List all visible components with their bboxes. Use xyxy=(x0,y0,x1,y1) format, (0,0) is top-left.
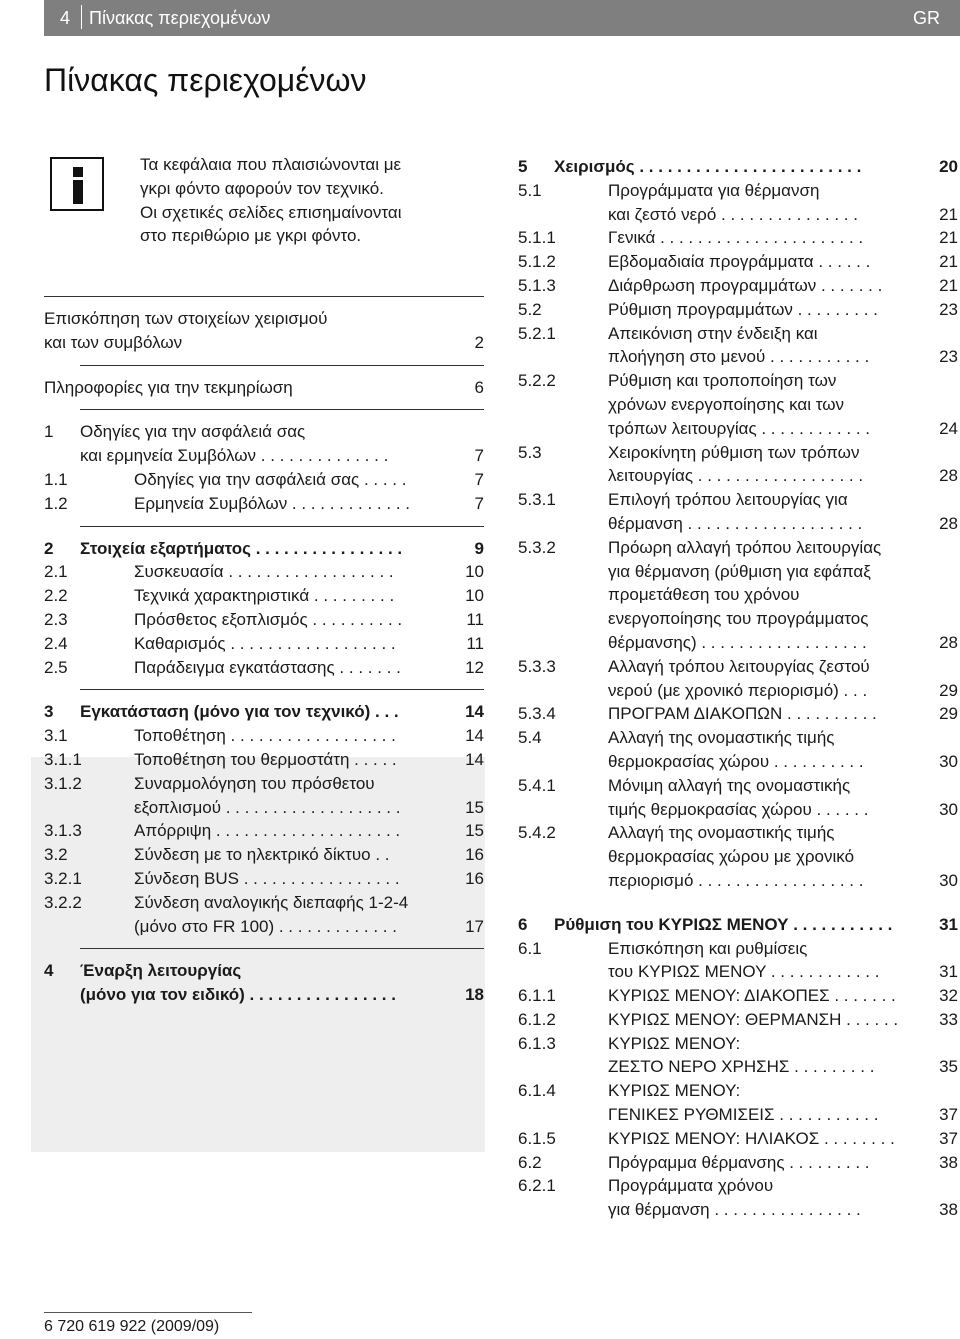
toc-entry-title: Χειρισμός . . . . . . . . . . . . . . . . . . . . . . . . xyxy=(554,157,862,176)
toc-entry[interactable] xyxy=(518,774,958,798)
section-rule xyxy=(80,365,484,366)
toc-entry[interactable] xyxy=(518,274,958,298)
toc-entry-title: Στοιχεία εξαρτήματος . . . . . . . . . . . . . . . . xyxy=(80,538,403,558)
toc-entry-number: 6.2.1 xyxy=(518,1176,556,1196)
section-rule xyxy=(80,409,484,410)
toc-entry-page: 16 xyxy=(465,868,484,888)
toc-entry-title: Ρύθμιση προγραμμάτων . . . . . . . . . xyxy=(608,299,878,319)
toc-entry-number: 6.1.3 xyxy=(518,1033,556,1053)
toc-entry[interactable] xyxy=(44,584,484,608)
toc-entry[interactable] xyxy=(518,869,958,893)
toc-entry-number: 5.1 xyxy=(518,180,542,200)
toc-entry-title: του ΚΥΡΙΩΣ ΜΕΝΟΥ . . . . . . . . . . . . xyxy=(608,962,880,982)
toc-entry-title: Σύνδεση BUS . . . . . . . . . . . . . . . . . xyxy=(134,868,400,888)
toc-entry[interactable] xyxy=(518,845,958,869)
toc-entry-page: 28 xyxy=(939,513,958,533)
info-note xyxy=(140,153,401,248)
toc-entry-title: Τεχνικά χαρακτηριστικά . . . . . . . . . xyxy=(134,586,395,606)
toc-entry-number: 5.3.2 xyxy=(518,537,556,557)
toc-entry-number: 4 xyxy=(44,961,54,981)
section-rule xyxy=(80,948,484,949)
toc-entry[interactable] xyxy=(44,307,484,331)
toc-entry[interactable] xyxy=(518,1151,958,1175)
toc-entry-number: 6.2 xyxy=(518,1152,542,1172)
toc-entry-title: Σύνδεση με το ηλεκτρικό δίκτυο . . xyxy=(134,845,390,865)
toc-entry[interactable] xyxy=(518,560,958,584)
toc-entry-number: 3.2.2 xyxy=(44,892,82,912)
toc-entry[interactable] xyxy=(518,960,958,984)
toc-entry[interactable] xyxy=(518,679,958,703)
toc-entry-number: 1.2 xyxy=(44,493,68,513)
toc-entry-number: 3.1.1 xyxy=(44,749,82,769)
toc-entry-title: Γενικά . . . . . . . . . . . . . . . . . . . . . . xyxy=(608,228,864,248)
toc-entry-page: 17 xyxy=(465,916,484,936)
toc-entry[interactable] xyxy=(518,1174,958,1198)
toc-entry-page: 2 xyxy=(474,332,484,352)
toc-entry-number: 1 xyxy=(44,422,54,442)
toc-right-column xyxy=(518,155,958,1222)
toc-entry-number: 6.1.4 xyxy=(518,1081,556,1101)
toc-entry-title: Προγράμματα χρόνου xyxy=(608,1176,774,1196)
toc-entry-title: Χειροκίνητη ρύθμιση των τρόπων xyxy=(608,442,860,462)
toc-entry-number: 5.4 xyxy=(518,728,542,748)
toc-entry-number: 3.2 xyxy=(44,845,68,865)
toc-entry-title: Οδηγίες για την ασφάλειά σας xyxy=(80,422,306,442)
toc-entry-page: 10 xyxy=(465,586,484,606)
toc-entry-title: και ερμηνεία Συμβόλων . . . . . . . . . . . . . . xyxy=(80,446,389,466)
toc-entry-number: 5.1.2 xyxy=(518,252,556,272)
toc-entry-title: Τοποθέτηση . . . . . . . . . . . . . . . . . . xyxy=(134,726,396,746)
toc-entry-page: 7 xyxy=(474,446,484,466)
toc-entry-number: 5.1.1 xyxy=(518,228,556,248)
toc-entry-page: 21 xyxy=(939,228,958,248)
toc-entry-title: Πληροφορίες για την τεκμηρίωση xyxy=(44,377,293,397)
toc-entry[interactable] xyxy=(44,444,484,468)
toc-entry-page: 28 xyxy=(939,466,958,486)
toc-entry[interactable] xyxy=(518,798,958,822)
toc-entry[interactable] xyxy=(518,583,958,607)
toc-entry-title: Αλλαγή της ονομαστικής τιμής xyxy=(608,823,835,843)
toc-entry-page: 30 xyxy=(939,799,958,819)
toc-entry-title: Επισκόπηση και ρυθμίσεις xyxy=(608,938,808,958)
footer-document-number: 6 720 619 922 (2009/09) xyxy=(44,1318,220,1335)
toc-entry[interactable] xyxy=(518,179,958,203)
toc-entry-page: 14 xyxy=(465,702,484,722)
toc-entry-page: 28 xyxy=(939,632,958,652)
toc-entry[interactable] xyxy=(44,632,484,656)
toc-entry-number: 3.1.2 xyxy=(44,773,82,793)
toc-entry[interactable] xyxy=(518,488,958,512)
toc-entry-number: 5.2.2 xyxy=(518,371,556,391)
toc-entry-page: 21 xyxy=(939,252,958,272)
toc-entry-title: Απόρριψη . . . . . . . . . . . . . . . . . . . . xyxy=(134,821,401,841)
toc-entry-page: 29 xyxy=(939,680,958,700)
toc-entry-page: 35 xyxy=(939,1057,958,1077)
toc-entry-number: 2.3 xyxy=(44,609,68,629)
header-title: Πίνακας περιεχομένων xyxy=(89,8,271,28)
toc-entry-title: Έναρξη λειτουργίας xyxy=(80,961,242,981)
toc-entry[interactable] xyxy=(44,772,484,796)
toc-entry-title: ενεργοποίησης του προγράμματος xyxy=(608,609,869,629)
toc-entry-number: 2.1 xyxy=(44,562,68,582)
toc-entry-page: 31 xyxy=(939,914,958,934)
page-title: Πίνακας περιεχομένων xyxy=(44,62,367,98)
toc-entry[interactable] xyxy=(518,203,958,227)
toc-entry-title: ΚΥΡΙΩΣ ΜΕΝΟΥ: ΘΕΡΜΑΝΣΗ . . . . . . xyxy=(608,1009,899,1029)
toc-entry-number: 6.1.1 xyxy=(518,986,556,1006)
toc-entry-number: 6.1.2 xyxy=(518,1009,556,1029)
toc-entry-title: Επιλογή τρόπου λειτουργίας για xyxy=(608,490,848,510)
toc-entry-title: Πρόσθετος εξοπλισμός . . . . . . . . . . xyxy=(134,609,403,629)
section-rule xyxy=(80,689,484,690)
toc-entry-title: (μόνο για τον ειδικό) . . . . . . . . . . . . . . . . xyxy=(80,985,396,1005)
toc-entry[interactable] xyxy=(518,984,958,1008)
toc-entry-page: 38 xyxy=(939,1152,958,1172)
toc-entry-page: 15 xyxy=(465,821,484,841)
toc-entry-page: 14 xyxy=(465,749,484,769)
toc-entry-number: 5.3.4 xyxy=(518,704,556,724)
toc-entry[interactable] xyxy=(518,937,958,961)
toc-entry-page: 30 xyxy=(939,751,958,771)
toc-entry-title: για θέρμανση . . . . . . . . . . . . . . . . xyxy=(608,1200,861,1220)
header-language: GR xyxy=(913,8,940,28)
toc-entry[interactable] xyxy=(44,843,484,867)
toc-entry[interactable] xyxy=(518,655,958,679)
toc-entry[interactable] xyxy=(518,1198,958,1222)
section-gap xyxy=(518,893,958,913)
toc-entry-title: ΚΥΡΙΩΣ ΜΕΝΟΥ: xyxy=(608,1033,741,1053)
toc-entry-page: 33 xyxy=(939,1009,958,1029)
header-page-number: 4 xyxy=(60,8,71,28)
toc-entry[interactable] xyxy=(518,702,958,726)
info-icon xyxy=(50,157,104,211)
toc-entry[interactable] xyxy=(518,1127,958,1151)
toc-entry-title: Εγκατάσταση (μόνο για τον τεχνικό) . . . xyxy=(80,702,399,722)
toc-entry[interactable] xyxy=(44,331,484,355)
toc-entry-title: τιμής θερμοκρασίας χώρου . . . . . . xyxy=(608,799,869,819)
toc-entry-title: Συναρμολόγηση του πρόσθετου xyxy=(134,773,375,793)
toc-entry[interactable] xyxy=(44,983,484,1007)
toc-entry-page: 11 xyxy=(466,609,484,629)
header-separator xyxy=(81,5,82,29)
toc-entry-number: 5.3.3 xyxy=(518,656,556,676)
toc-entry-title: (μόνο στο FR 100) . . . . . . . . . . . . . xyxy=(134,916,397,936)
toc-entry[interactable] xyxy=(44,724,484,748)
toc-entry-page: 15 xyxy=(465,797,484,817)
toc-entry-title: θερμοκρασίας χώρου με χρονικό xyxy=(608,847,855,867)
toc-entry-number: 3.1.3 xyxy=(44,821,82,841)
toc-entry-title: Αλλαγή της ονομαστικής τιμής xyxy=(608,728,835,748)
toc-entry[interactable] xyxy=(518,345,958,369)
toc-entry[interactable] xyxy=(518,631,958,655)
toc-entry-page: 21 xyxy=(939,275,958,295)
toc-entry-page: 7 xyxy=(474,469,484,489)
toc-entry[interactable] xyxy=(44,700,484,724)
toc-entry-title: χρόνων ενεργοποίησης και των xyxy=(608,394,844,414)
toc-entry-page: 31 xyxy=(939,962,958,982)
toc-entry-title: Ερμηνεία Συμβόλων . . . . . . . . . . . . . xyxy=(134,493,410,513)
section-rule xyxy=(80,526,484,527)
toc-entry[interactable] xyxy=(518,750,958,774)
toc-entry[interactable] xyxy=(518,536,958,560)
toc-entry-number: 6.1.5 xyxy=(518,1128,556,1148)
toc-entry-number: 2.2 xyxy=(44,586,68,606)
toc-entry[interactable] xyxy=(518,913,958,937)
toc-entry[interactable] xyxy=(518,298,958,322)
toc-entry-number: 5.3.1 xyxy=(518,490,556,510)
toc-entry-page: 14 xyxy=(465,726,484,746)
toc-entry[interactable] xyxy=(518,464,958,488)
toc-entry-title: λειτουργίας . . . . . . . . . . . . . . . . . . xyxy=(608,466,864,486)
toc-entry-number: 2 xyxy=(44,538,54,558)
toc-entry-number: 3.1 xyxy=(44,726,68,746)
toc-entry-title: Συσκευασία . . . . . . . . . . . . . . . . . . xyxy=(134,562,394,582)
toc-entry[interactable] xyxy=(44,959,484,983)
toc-entry-page: 38 xyxy=(939,1200,958,1220)
toc-entry-page: 37 xyxy=(939,1105,958,1125)
toc-entry-number: 2.4 xyxy=(44,633,68,653)
toc-entry[interactable] xyxy=(518,250,958,274)
toc-entry-number: 1.1 xyxy=(44,469,68,489)
toc-entry-title: θέρμανσης) . . . . . . . . . . . . . . . . . . xyxy=(608,632,867,652)
toc-entry-title: ΚΥΡΙΩΣ ΜΕΝΟΥ: ΗΛΙΑΚΟΣ . . . . . . . . xyxy=(608,1128,895,1148)
toc-entry-page: 23 xyxy=(939,347,958,367)
toc-entry-title: Αλλαγή τρόπου λειτουργίας ζεστού xyxy=(608,656,870,676)
toc-entry-page: 18 xyxy=(465,985,484,1005)
toc-entry-number: 5.2 xyxy=(518,299,542,319)
toc-entry-page: 20 xyxy=(939,157,958,176)
toc-entry-number: 6.1 xyxy=(518,938,542,958)
toc-entry-page: 7 xyxy=(474,493,484,513)
toc-entry-title: ΚΥΡΙΩΣ ΜΕΝΟΥ: ΔΙΑΚΟΠΕΣ . . . . . . . xyxy=(608,986,896,1006)
toc-entry-page: 32 xyxy=(939,986,958,1006)
toc-left-column xyxy=(44,286,484,1007)
toc-entry-title: ΚΥΡΙΩΣ ΜΕΝΟΥ: xyxy=(608,1081,741,1101)
toc-entry[interactable] xyxy=(44,656,484,680)
toc-entry-title: Ρύθμιση και τροποποίηση των xyxy=(608,371,837,391)
toc-entry[interactable] xyxy=(518,821,958,845)
toc-entry[interactable] xyxy=(518,417,958,441)
toc-entry-number: 5.2.1 xyxy=(518,323,556,343)
toc-entry-number: 3.2.1 xyxy=(44,868,82,888)
info-note-line: στο περιθώριο με γκρι φόντο. xyxy=(140,226,362,246)
toc-entry-title: Μόνιμη αλλαγή της ονομαστικής xyxy=(608,775,851,795)
toc-entry-page: 11 xyxy=(466,633,484,653)
toc-entry[interactable] xyxy=(44,819,484,843)
toc-entry-page: 24 xyxy=(939,418,958,438)
toc-entry-title: πλοήγηση στο μενού . . . . . . . . . . . xyxy=(608,347,870,367)
section-rule xyxy=(44,296,484,297)
toc-entry-number: 5.3 xyxy=(518,442,542,462)
toc-entry[interactable] xyxy=(518,369,958,393)
toc-entry[interactable] xyxy=(518,226,958,250)
toc-entry[interactable] xyxy=(518,441,958,465)
toc-entry-title: Ρύθμιση του ΚΥΡΙΩΣ ΜΕΝΟΥ . . . . . . . . . . . xyxy=(554,914,893,934)
toc-entry-title: για θέρμανση (ρύθμιση για εφάπαξ xyxy=(608,561,871,581)
toc-entry[interactable] xyxy=(518,322,958,346)
toc-entry-page: 30 xyxy=(939,870,958,890)
toc-entry-number: 3 xyxy=(44,702,54,722)
toc-entry[interactable] xyxy=(518,393,958,417)
toc-entry-page: 21 xyxy=(939,204,958,224)
toc-entry[interactable] xyxy=(518,1032,958,1056)
toc-entry-number: 5 xyxy=(518,157,528,176)
toc-entry-title: προμετάθεση του χρόνου xyxy=(608,585,800,605)
toc-entry[interactable] xyxy=(518,1008,958,1032)
toc-entry-number: 6 xyxy=(518,914,528,934)
toc-entry[interactable] xyxy=(518,607,958,631)
toc-entry-page: 10 xyxy=(465,562,484,582)
toc-entry[interactable] xyxy=(518,1055,958,1079)
toc-entry-title: Απεικόνιση στην ένδειξη και xyxy=(608,323,818,343)
toc-entry-title: ΓΕΝΙΚΕΣ ΡΥΘΜΙΣΕΙΣ . . . . . . . . . . . xyxy=(608,1105,879,1125)
toc-entry-title: και των συμβόλων xyxy=(44,332,183,352)
toc-entry-title: Καθαρισμός . . . . . . . . . . . . . . . . . . xyxy=(134,633,396,653)
toc-entry[interactable] xyxy=(518,1103,958,1127)
toc-entry-title: θερμοκρασίας χώρου . . . . . . . . . . xyxy=(608,751,864,771)
running-header xyxy=(44,0,960,36)
toc-entry-page: 12 xyxy=(465,657,484,677)
toc-entry[interactable] xyxy=(44,867,484,891)
toc-entry-page: 29 xyxy=(939,704,958,724)
toc-entry-title: Προγράμματα για θέρμανση xyxy=(608,180,820,200)
toc-entry[interactable] xyxy=(44,537,484,561)
toc-entry-number: 5.4.2 xyxy=(518,823,556,843)
toc-entry-title: εξοπλισμού . . . . . . . . . . . . . . . . . . . xyxy=(134,797,401,817)
toc-entry[interactable] xyxy=(44,560,484,584)
toc-entry[interactable] xyxy=(518,726,958,750)
info-note-line: γκρι φόντο αφορούν τον τεχνικό. xyxy=(140,178,384,198)
footer-rule xyxy=(44,1312,252,1313)
toc-entry-title: Πρόγραμμα θέρμανσης . . . . . . . . . xyxy=(608,1152,870,1172)
toc-entry[interactable] xyxy=(44,915,484,939)
toc-entry[interactable] xyxy=(44,468,484,492)
toc-entry-page: 16 xyxy=(465,845,484,865)
toc-entry-number: 5.1.3 xyxy=(518,275,556,295)
toc-entry[interactable] xyxy=(44,891,484,915)
info-note-line: Τα κεφάλαια που πλαισιώνονται με xyxy=(140,155,402,174)
toc-entry-title: Πρόωρη αλλαγή τρόπου λειτουργίας xyxy=(608,537,882,557)
toc-entry[interactable] xyxy=(44,420,484,444)
toc-entry-title: Εβδομαδιαία προγράμματα . . . . . . xyxy=(608,252,871,272)
info-note-line: Οι σχετικές σελίδες επισημαίνονται xyxy=(140,202,402,222)
toc-entry-title: νερού (με χρονικό περιορισμό) . . . xyxy=(608,680,868,700)
toc-entry-title: Παράδειγμα εγκατάστασης . . . . . . . xyxy=(134,657,401,677)
toc-entry-number: 5.4.1 xyxy=(518,775,556,795)
toc-entry-title: περιορισμό . . . . . . . . . . . . . . . . . . xyxy=(608,870,864,890)
toc-entry-title: τρόπων λειτουργίας . . . . . . . . . . . . xyxy=(608,418,870,438)
toc-entry-page: 23 xyxy=(939,299,958,319)
toc-entry[interactable] xyxy=(44,608,484,632)
toc-entry[interactable] xyxy=(44,796,484,820)
toc-entry[interactable] xyxy=(44,492,484,516)
toc-entry-number: 2.5 xyxy=(44,657,68,677)
toc-entry-page: 6 xyxy=(474,377,484,397)
toc-entry-title: θέρμανση . . . . . . . . . . . . . . . . . . . xyxy=(608,513,863,533)
toc-entry-title: Σύνδεση αναλογικής διεπαφής 1-2-4 xyxy=(134,892,409,912)
toc-entry-page: 37 xyxy=(939,1128,958,1148)
toc-entry-title: ΖΕΣΤΟ ΝΕΡΟ ΧΡΗΣΗΣ . . . . . . . . . xyxy=(608,1057,875,1077)
toc-entry-title: Οδηγίες για την ασφάλειά σας . . . . . xyxy=(134,469,407,489)
toc-entry-title: Επισκόπηση των στοιχείων χειρισμού xyxy=(44,309,328,328)
toc-entry[interactable] xyxy=(44,376,484,400)
toc-entry[interactable] xyxy=(44,748,484,772)
toc-entry-title: και ζεστό νερό . . . . . . . . . . . . . . . xyxy=(608,204,858,224)
toc-entry-title: ΠΡΟΓΡΑΜ ΔΙΑΚΟΠΩΝ . . . . . . . . . . xyxy=(608,704,877,724)
toc-entry-title: Τοποθέτηση του θερμοστάτη . . . . . xyxy=(134,749,397,769)
toc-entry[interactable] xyxy=(518,512,958,536)
toc-entry-title: Διάρθρωση προγραμμάτων . . . . . . . xyxy=(608,275,883,295)
toc-entry[interactable] xyxy=(518,155,958,179)
toc-entry-page: 9 xyxy=(474,538,484,558)
toc-entry[interactable] xyxy=(518,1079,958,1103)
